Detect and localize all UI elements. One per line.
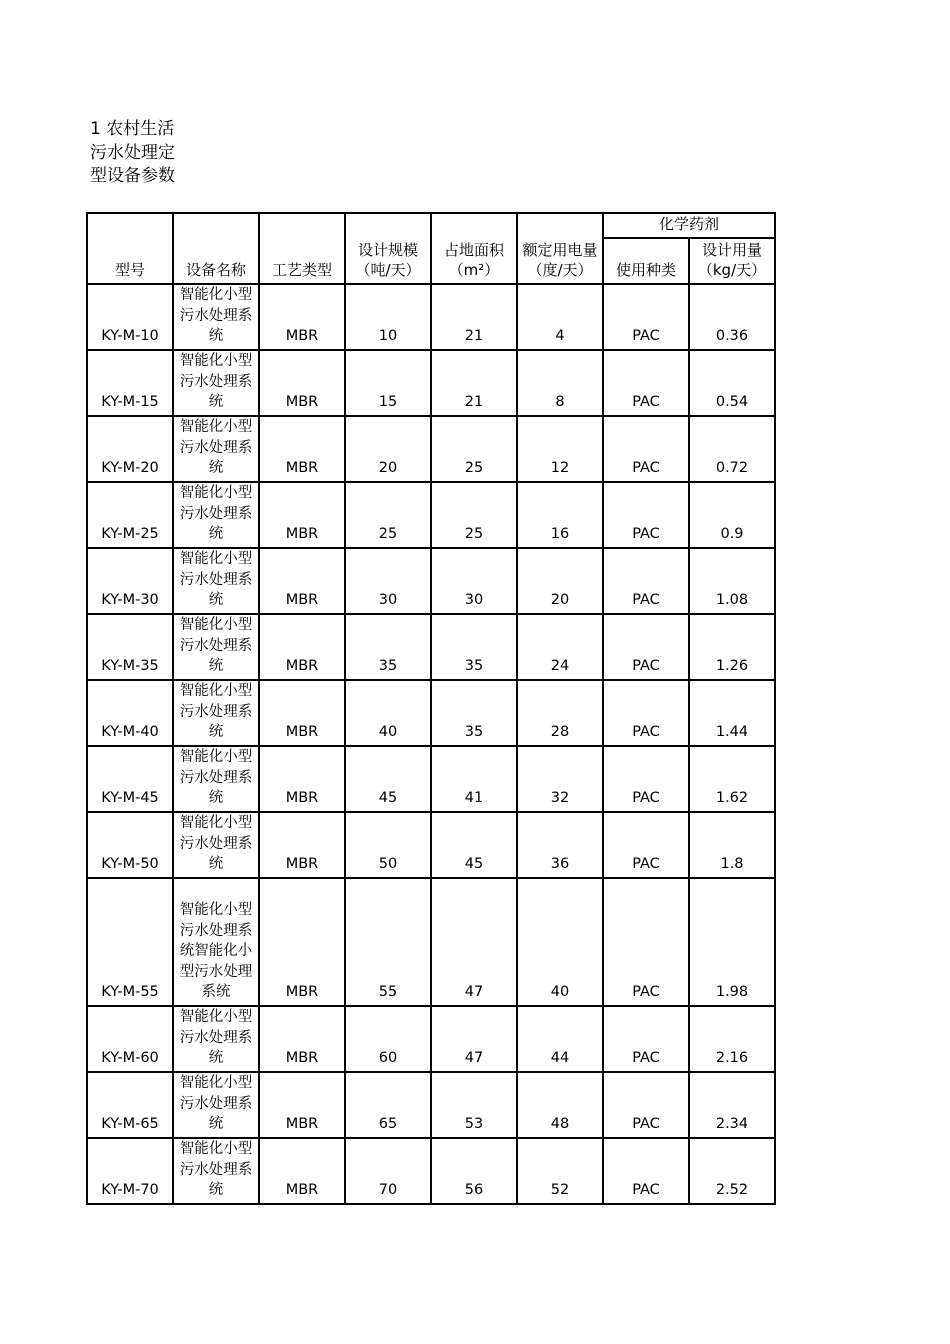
cell-process: MBR (259, 1006, 345, 1072)
cell-chemical-type: PAC (603, 1006, 689, 1072)
cell-device-name: 智能化小型污水处理系统 (173, 1072, 259, 1138)
cell-model: KY-M-35 (87, 614, 173, 680)
cell-area: 25 (431, 482, 517, 548)
cell-capacity: 45 (345, 746, 431, 812)
header-process: 工艺类型 (259, 213, 345, 284)
cell-capacity: 40 (345, 680, 431, 746)
cell-chemical-dose: 0.72 (689, 416, 775, 482)
cell-capacity: 60 (345, 1006, 431, 1072)
cell-process: MBR (259, 1138, 345, 1204)
cell-process: MBR (259, 482, 345, 548)
page-title: 1 农村生活污水处理定型设备参数 (90, 119, 175, 186)
header-area: 占地面积（m²） (431, 213, 517, 284)
cell-model: KY-M-40 (87, 680, 173, 746)
table-row (87, 416, 775, 482)
cell-chemical-dose: 0.9 (689, 482, 775, 548)
cell-model: KY-M-45 (87, 746, 173, 812)
cell-area: 41 (431, 746, 517, 812)
cell-capacity: 70 (345, 1138, 431, 1204)
cell-model: KY-M-60 (87, 1006, 173, 1072)
cell-capacity: 30 (345, 548, 431, 614)
cell-power: 52 (517, 1138, 603, 1204)
cell-capacity: 50 (345, 812, 431, 878)
cell-chemical-type: PAC (603, 878, 689, 1006)
cell-area: 47 (431, 878, 517, 1006)
cell-process: MBR (259, 812, 345, 878)
table-row (87, 548, 775, 614)
cell-area: 35 (431, 614, 517, 680)
cell-model: KY-M-30 (87, 548, 173, 614)
table-row (87, 680, 775, 746)
table-row (87, 1138, 775, 1204)
cell-chemical-dose: 1.62 (689, 746, 775, 812)
cell-capacity: 35 (345, 614, 431, 680)
cell-capacity: 15 (345, 350, 431, 416)
cell-area: 30 (431, 548, 517, 614)
cell-device-name: 智能化小型污水处理系统 (173, 482, 259, 548)
cell-chemical-dose: 2.52 (689, 1138, 775, 1204)
cell-chemical-type: PAC (603, 746, 689, 812)
cell-chemical-type: PAC (603, 1072, 689, 1138)
cell-chemical-type: PAC (603, 416, 689, 482)
cell-capacity: 10 (345, 284, 431, 350)
cell-capacity: 20 (345, 416, 431, 482)
cell-area: 47 (431, 1006, 517, 1072)
cell-process: MBR (259, 614, 345, 680)
cell-process: MBR (259, 878, 345, 1006)
cell-process: MBR (259, 548, 345, 614)
table-row (87, 614, 775, 680)
cell-process: MBR (259, 416, 345, 482)
cell-device-name: 智能化小型污水处理系统 (173, 812, 259, 878)
header-power: 额定用电量（度/天） (517, 213, 603, 284)
cell-chemical-dose: 2.34 (689, 1072, 775, 1138)
cell-chemical-dose: 1.26 (689, 614, 775, 680)
cell-chemical-type: PAC (603, 1138, 689, 1204)
table-row (87, 1006, 775, 1072)
table-row (87, 350, 775, 416)
cell-model: KY-M-15 (87, 350, 173, 416)
cell-device-name: 智能化小型污水处理系统 (173, 614, 259, 680)
cell-model: KY-M-20 (87, 416, 173, 482)
cell-power: 24 (517, 614, 603, 680)
cell-model: KY-M-50 (87, 812, 173, 878)
cell-device-name: 智能化小型污水处理系统 (173, 1006, 259, 1072)
header-chemical-dose: 设计用量（kg/天） (689, 238, 775, 284)
cell-power: 8 (517, 350, 603, 416)
cell-chemical-type: PAC (603, 284, 689, 350)
cell-power: 16 (517, 482, 603, 548)
cell-chemical-dose: 0.54 (689, 350, 775, 416)
header-capacity: 设计规模（吨/天） (345, 213, 431, 284)
header-device-name: 设备名称 (173, 213, 259, 284)
cell-process: MBR (259, 284, 345, 350)
cell-chemical-type: PAC (603, 680, 689, 746)
equipment-parameter-table (86, 212, 776, 1205)
cell-area: 21 (431, 284, 517, 350)
cell-capacity: 25 (345, 482, 431, 548)
cell-chemical-type: PAC (603, 812, 689, 878)
cell-chemical-dose: 1.08 (689, 548, 775, 614)
cell-power: 36 (517, 812, 603, 878)
cell-process: MBR (259, 746, 345, 812)
cell-device-name: 智能化小型污水处理系统 (173, 746, 259, 812)
cell-model: KY-M-25 (87, 482, 173, 548)
cell-chemical-type: PAC (603, 482, 689, 548)
table-body (87, 284, 775, 1204)
cell-capacity: 55 (345, 878, 431, 1006)
table-row (87, 812, 775, 878)
cell-model: KY-M-55 (87, 878, 173, 1006)
table-row (87, 878, 775, 1006)
cell-area: 25 (431, 416, 517, 482)
cell-power: 28 (517, 680, 603, 746)
cell-process: MBR (259, 350, 345, 416)
cell-device-name: 智能化小型污水处理系统 (173, 1138, 259, 1204)
cell-power: 48 (517, 1072, 603, 1138)
cell-chemical-dose: 2.16 (689, 1006, 775, 1072)
cell-model: KY-M-10 (87, 284, 173, 350)
cell-chemical-type: PAC (603, 548, 689, 614)
cell-chemical-dose: 0.36 (689, 284, 775, 350)
cell-device-name: 智能化小型污水处理系统 (173, 680, 259, 746)
cell-power: 20 (517, 548, 603, 614)
cell-capacity: 65 (345, 1072, 431, 1138)
cell-chemical-dose: 1.98 (689, 878, 775, 1006)
cell-chemical-type: PAC (603, 350, 689, 416)
cell-power: 32 (517, 746, 603, 812)
cell-model: KY-M-65 (87, 1072, 173, 1138)
header-model: 型号 (87, 213, 173, 284)
cell-area: 21 (431, 350, 517, 416)
cell-model: KY-M-70 (87, 1138, 173, 1204)
cell-device-name: 智能化小型污水处理系统 (173, 284, 259, 350)
cell-device-name: 智能化小型污水处理系统 (173, 548, 259, 614)
table-row (87, 482, 775, 548)
cell-device-name: 智能化小型污水处理系统 (173, 350, 259, 416)
header-chemical: 化学药剂 (603, 213, 775, 238)
table-row (87, 746, 775, 812)
cell-chemical-dose: 1.44 (689, 680, 775, 746)
cell-power: 12 (517, 416, 603, 482)
table-row (87, 1072, 775, 1138)
table-row (87, 284, 775, 350)
cell-area: 56 (431, 1138, 517, 1204)
cell-area: 35 (431, 680, 517, 746)
cell-power: 40 (517, 878, 603, 1006)
cell-process: MBR (259, 1072, 345, 1138)
cell-chemical-type: PAC (603, 614, 689, 680)
header-chemical-type: 使用种类 (603, 238, 689, 284)
cell-area: 45 (431, 812, 517, 878)
cell-device-name: 智能化小型污水处理系统 (173, 416, 259, 482)
cell-process: MBR (259, 680, 345, 746)
cell-device-name: 智能化小型污水处理系统智能化小型污水处理系统 (173, 878, 259, 1006)
cell-power: 44 (517, 1006, 603, 1072)
cell-power: 4 (517, 284, 603, 350)
cell-area: 53 (431, 1072, 517, 1138)
cell-chemical-dose: 1.8 (689, 812, 775, 878)
